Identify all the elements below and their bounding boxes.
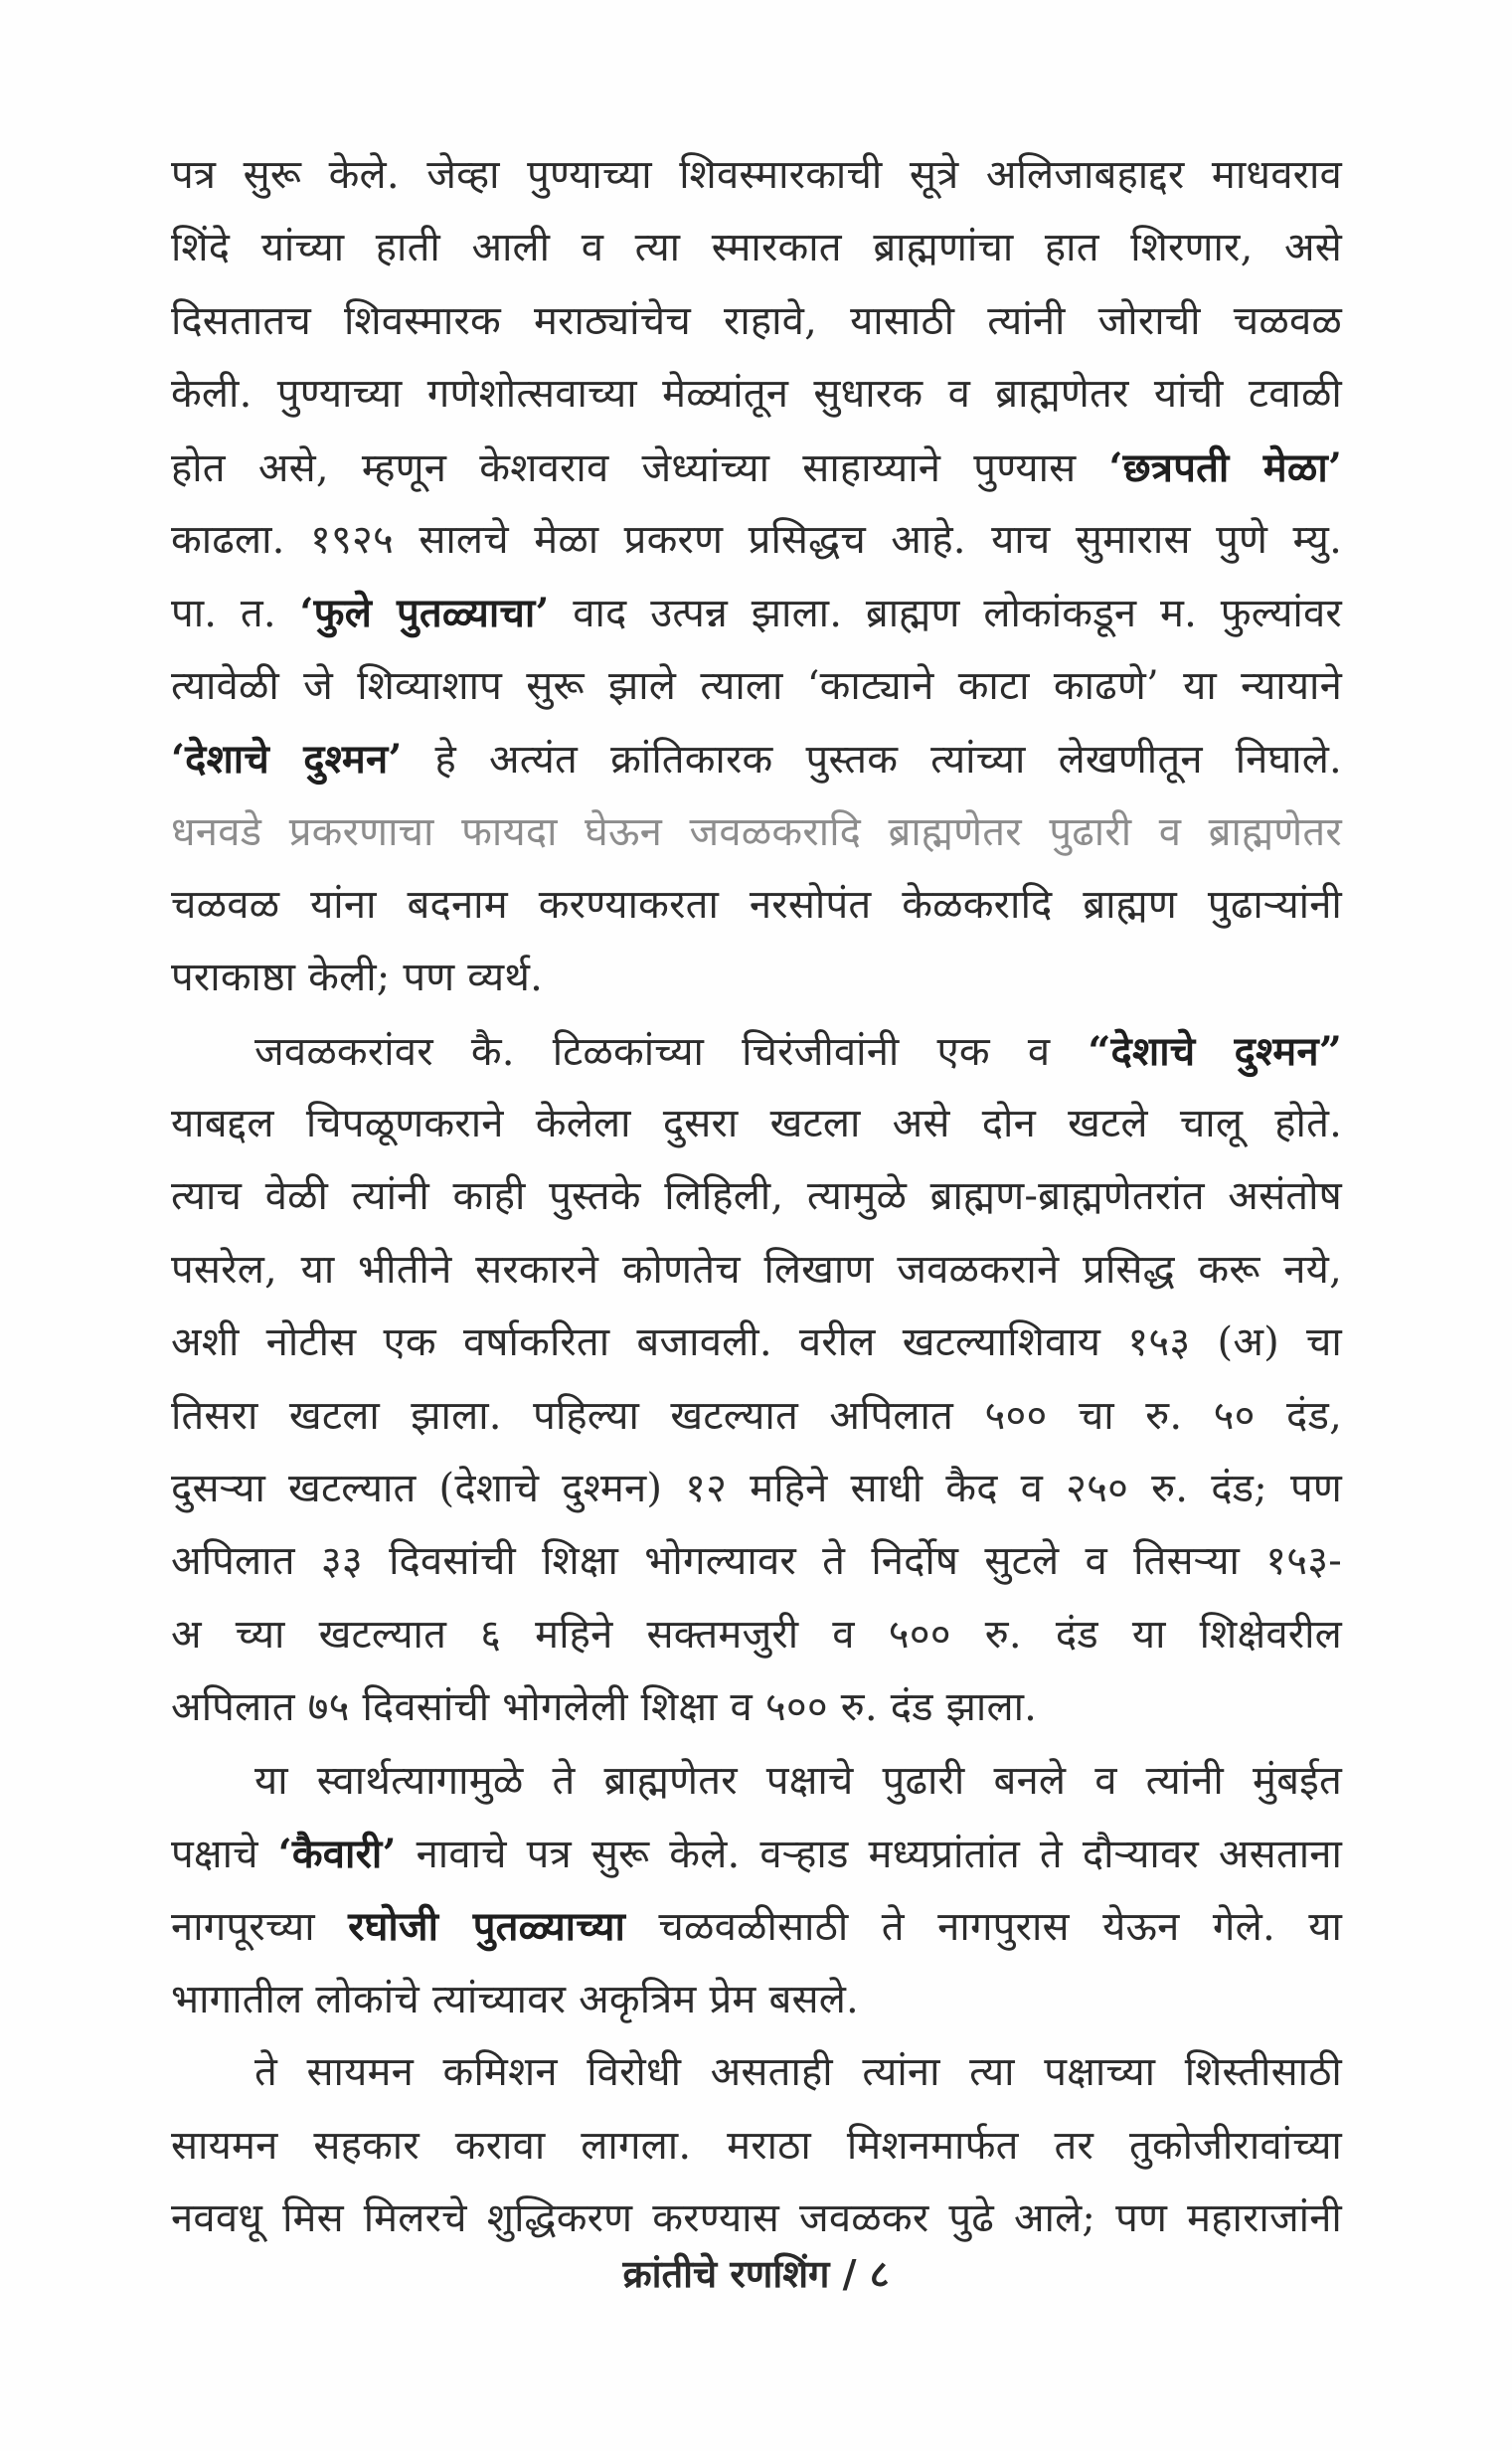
text-line: अपिलात ७५ दिवसांची भोगलेली शिक्षा व ५०० रु. दंड झाला.: [171, 1684, 1038, 1731]
text-segment: पा. त.: [171, 591, 276, 637]
text-line: याबद्दल चिपळूणकराने केलेला दुसरा खटला असे दोन खटले चालू होते.: [171, 1101, 1342, 1147]
text-line: [171, 1818, 1342, 1890]
text-line: पत्र सुरू केले. जेव्हा पुण्याच्या शिवस्मारकाची सूत्रे अलिजाबहाद्दर माधवराव: [171, 152, 1342, 198]
page-body: [171, 139, 1342, 2255]
text-line: [171, 723, 1342, 795]
text-line: या स्वार्थत्यागामुळे ते ब्राह्मणेतर पक्षाचे पुढारी बनले व त्यांनी मुंबईत: [254, 1757, 1342, 1804]
text-line: [171, 1890, 1342, 1963]
text-segment: होत असे, म्हणून केशवराव जेध्यांच्या साहाय्याने पुण्यास: [171, 444, 1077, 491]
text-segment: नागपूरच्या: [171, 1904, 315, 1951]
text-line: पसरेल, या भीतीने सरकारने कोणतेच लिखाण जवळकराने प्रसिद्ध करू नये,: [171, 1246, 1342, 1293]
text-segment: नावाचे पत्र सुरू केले. वऱ्हाड मध्यप्रांतांत ते दौऱ्यावर असताना: [416, 1831, 1343, 1877]
text-line: पराकाष्ठा केली; पण व्यर्थ.: [171, 955, 544, 1001]
bold-phrase: “देशाचे दुश्मन”: [1088, 1027, 1342, 1075]
text-line: [171, 577, 1342, 649]
text-line: केली. पुण्याच्या गणेशोत्सवाच्या मेळ्यांतून सुधारक व ब्राह्मणेतर यांची टवाळी: [171, 371, 1342, 418]
text-segment: चळवळीसाठी ते नागपुरास येऊन गेले. या: [658, 1904, 1343, 1951]
text-line: भागातील लोकांचे त्यांच्यावर अकृत्रिम प्रेम बसले.: [171, 1976, 859, 2022]
text-segment: वाद उत्पन्न झाला. ब्राह्मण लोकांकडून म. फुल्यांवर: [573, 591, 1342, 637]
bold-phrase: रघोजी पुतळ्याच्या: [348, 1903, 626, 1951]
text-line: त्याच वेळी त्यांनी काही पुस्तके लिहिली, त्यामुळे ब्राह्मण-ब्राह्मणेतरांत असंतोष: [171, 1173, 1342, 1220]
text-line: शिंदे यांच्या हाती आली व त्या स्मारकात ब्राह्मणांचा हात शिरणार, असे: [171, 225, 1342, 271]
text-line: दिसतातच शिवस्मारक मराठ्यांचेच राहावे, यासाठी त्यांनी जोराची चळवळ: [171, 297, 1342, 344]
text-line: तिसरा खटला झाला. पहिल्या खटल्यात अपिलात ५०० चा रु. ५० दंड,: [171, 1392, 1342, 1439]
text-segment: जवळकरांवर कै. टिळकांच्या चिरंजीवांनी एक व: [254, 1028, 1051, 1075]
page-footer: क्रांतीचे रणशिंग / ८: [622, 2251, 890, 2296]
text-line: नववधू मिस मिलरचे शुद्धिकरण करण्यास जवळकर पुढे आले; पण महाराजांनी: [171, 2194, 1342, 2241]
text-line: चळवळ यांना बदनाम करण्याकरता नरसोपंत केळकरादि ब्राह्मण पुढाऱ्यांनी: [171, 881, 1342, 928]
text-line: अपिलात ३३ दिवसांची शिक्षा भोगल्यावर ते निर्दोष सुटले व तिसऱ्या १५३-: [171, 1538, 1342, 1585]
bold-phrase: ‘छत्रपती मेळा’: [1108, 443, 1342, 491]
text-line: अ च्या खटल्यात ६ महिने सक्तमजुरी व ५०० रु. दंड या शिक्षेवरील: [171, 1611, 1342, 1658]
text-line: [171, 432, 1342, 504]
text-line: दुसऱ्या खटल्यात (देशाचे दुश्मन) १२ महिने साधी कैद व २५० रु. दंड; पण: [171, 1466, 1342, 1512]
text-segment: हे अत्यंत क्रांतिकारक पुस्तक त्यांच्या लेखणीतून निघाले.: [434, 737, 1342, 784]
bold-phrase: ‘कैवारी’: [277, 1830, 397, 1877]
bold-phrase: ‘फुले पुतळ्याचा’: [299, 590, 550, 637]
text-segment: पक्षाचे: [171, 1831, 258, 1877]
text-line: त्यावेळी जे शिव्याशाप सुरू झाले त्याला ‘काट्याने काटा काढणे’ या न्यायाने: [171, 662, 1342, 709]
text-line: काढला. १९२५ सालचे मेळा प्रकरण प्रसिद्धच आहे. याच सुमारास पुणे म्यु.: [171, 516, 1342, 563]
bold-phrase: ‘देशाचे दुश्मन’: [171, 736, 403, 784]
text-line: ते सायमन कमिशन विरोधी असताही त्यांना त्या पक्षाच्या शिस्तीसाठी: [254, 2049, 1342, 2096]
text-line: सायमन सहकार करावा लागला. मराठा मिशनमार्फत तर तुकोजीरावांच्या: [171, 2122, 1342, 2169]
text-line: धनवडे प्रकरणाचा फायदा घेऊन जवळकरादि ब्राह्मणेतर पुढारी व ब्राह्मणेतर: [171, 808, 1342, 855]
text-line: [171, 1015, 1342, 1088]
text-line: अशी नोटीस एक वर्षाकरिता बजावली. वरील खटल्याशिवाय १५३ (अ) चा: [171, 1319, 1342, 1366]
